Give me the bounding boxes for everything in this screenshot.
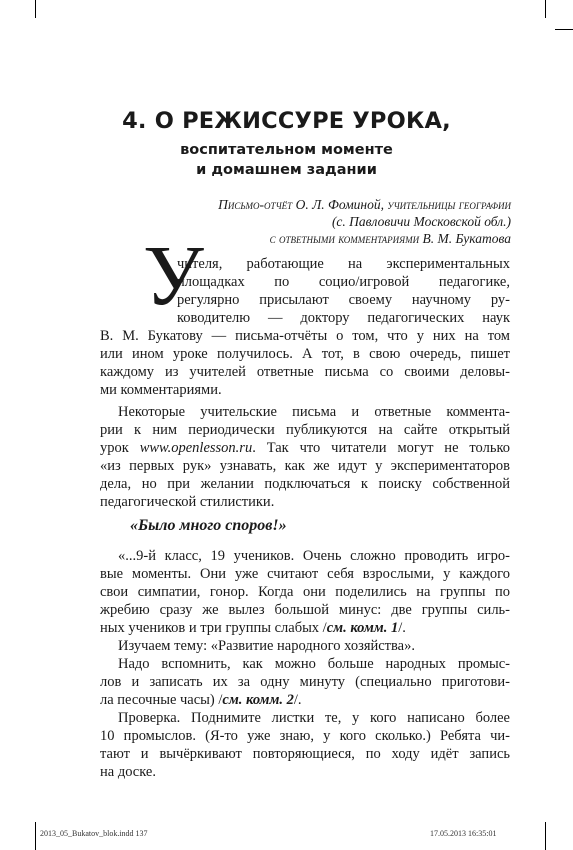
publication-text: урок [100, 440, 140, 456]
letter-line: лов и записать их за одну минуту (специально приготови- [100, 674, 510, 690]
publication-line: Некоторые учительские письма и ответные коммента- [118, 404, 510, 420]
crop-mark-top-left [35, 0, 36, 18]
letter-text-fragment: ных учеников и три группы слабых / [100, 620, 327, 636]
publication-line: «из первых рук» узнавать, как же идут у экспериментаторов [100, 458, 510, 474]
epigraph-author: О. Л. Фоминой, [295, 197, 385, 212]
letter-line: жребию сразу же вылез большой минус: две группы силь- [100, 602, 510, 618]
letter-line-with-ref [100, 619, 510, 637]
letter-text-fragment: ла песочные часы) / [100, 692, 223, 708]
crop-mark-bottom-left [35, 822, 36, 850]
crop-mark-right-top [555, 29, 573, 30]
print-slug-date: 17.05.2013 16:35:01 [430, 829, 497, 838]
publication-line: педагогической стилистики. [100, 494, 275, 510]
letter-line: Проверка. Поднимите листки те, у кого написано более [118, 710, 510, 726]
letter-text [100, 547, 510, 781]
chapter-subtitle-line-1: воспитательном моменте [180, 142, 393, 158]
intro-line: площадках по социо/игровой педагогике, [177, 274, 510, 290]
crop-mark-top-right [545, 0, 546, 18]
publication-line: дела, но при желании подключаться к поиску собственной [100, 476, 510, 492]
chapter-title: 4. О РЕЖИССУРЕ УРОКА, [122, 108, 451, 134]
intro-line: чителя, работающие на экспериментальных [177, 256, 510, 272]
intro-line: каждому из учителей ответные письма со своими деловы- [100, 364, 510, 380]
drop-cap-letter: У [143, 227, 204, 323]
intro-line: или ином уроке получилось. А тот, в свою очередь, пишет [100, 346, 510, 362]
comment-reference-1: см. комм. 1 [326, 620, 399, 636]
epigraph-commentator: В. М. Букатова [422, 231, 511, 246]
letter-line-with-ref [100, 691, 510, 709]
letter-text-fragment: /. [293, 692, 302, 708]
publication-line: рии к ним периодически публикуются на сайте открытый [100, 422, 510, 438]
chapter-subtitle-line-2: и домашнем задании [196, 162, 377, 178]
epigraph-prefix: Письмо-отчёт [218, 197, 296, 212]
intro-line: регулярно присылают своему научному ру- [177, 292, 510, 308]
letter-line: Надо вспомнить, как можно больше народных промыс- [118, 656, 510, 672]
intro-line: В. М. Букатову — письма-отчёты о том, что у них на том [100, 328, 510, 344]
publication-paragraph [100, 403, 510, 511]
letter-line: «...9-й класс, 19 учеников. Очень сложно проводить игро- [118, 548, 510, 564]
intro-paragraph-rest [100, 327, 510, 399]
print-slug-file: 2013_05_Bukatov_blok.indd 137 [40, 829, 148, 838]
epigraph-role: учительницы географии [384, 197, 511, 212]
epigraph-line-3 [71, 230, 511, 247]
letter-line: на доске. [100, 764, 156, 780]
epigraph-comment-prefix: с ответными комментариями [269, 231, 423, 246]
letter-line: тают и вычёркивают повторяющиеся, по ходу идёт запись [100, 746, 510, 762]
epigraph-line-1 [71, 196, 511, 213]
intro-line: ководителю — доктору педагогических наук [177, 310, 510, 326]
publication-line-with-link [100, 439, 510, 457]
comment-reference-2: см. комм. 2 [222, 692, 294, 708]
publication-text: . Так что читатели могут не только [252, 440, 510, 456]
website-link[interactable]: www.openlesson.ru [139, 440, 253, 456]
letter-line: 10 промыслов. (Я-то уже знаю, у кого сколько.) Ребята чи- [100, 728, 510, 744]
section-subheading: «Было много споров!» [130, 517, 287, 534]
letter-topic-line: Изучаем тему: «Развитие народного хозяйства». [118, 638, 415, 654]
intro-line: ми комментариями. [100, 382, 222, 398]
crop-mark-bottom-right [545, 822, 546, 850]
epigraph-line-2: (с. Павловичи Московской обл.) [331, 214, 511, 229]
intro-paragraph-indented [177, 255, 510, 327]
letter-line: вые моменты. Они уже считают себя взрослыми, у каждого [100, 566, 510, 582]
letter-text-fragment: /. [398, 620, 406, 636]
letter-line: свои симпатии, гонор. Когда они поделились на группы по [100, 584, 510, 600]
